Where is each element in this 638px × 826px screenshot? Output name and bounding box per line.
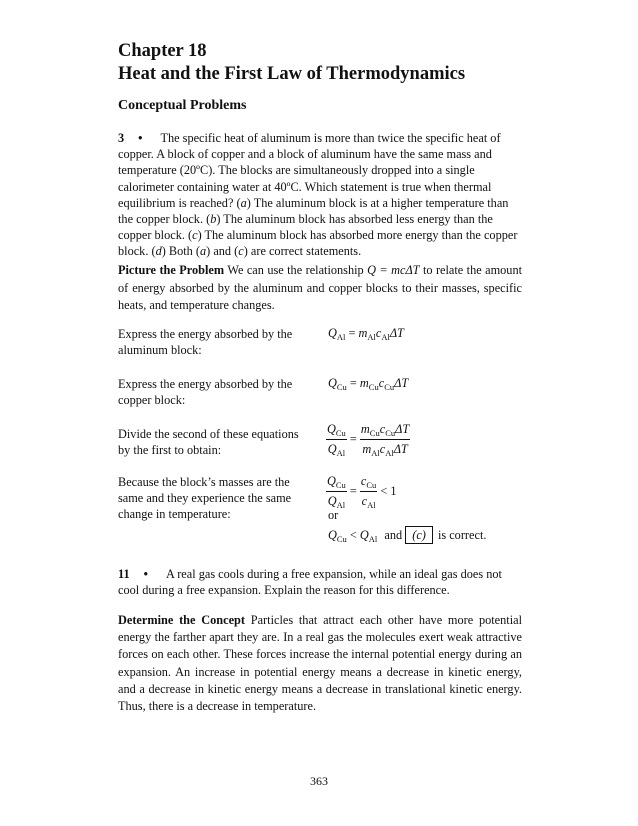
picture-text: to relate the amount of energy absorbed by the aluminum and copper blocks to their masses, specific heats, and temperature changes. [118,263,523,312]
concept-text: Particles that attract each other have more potential energy the farther apart they are. In a real gas the molecules exert weak attractive forces on each other. These forces increase the internal potential energy during an expansion. An increase in potential energy means a decrease in kinetic energy, and a decrease in kinetic energy means a decrease in translational kinetic energy. Thus, there is a decrease in temperature. [118,613,522,714]
and-text: and [384,528,403,542]
step-4-text: Because the block’s masses are the same and they experience the same change in temperature: [118,475,292,522]
step-2-text: Express the energy absorbed by the copper block: [118,377,293,408]
concept-label: Determine the Concept [118,613,245,627]
option-letter: d [155,244,162,259]
problem-text: A real gas cools during a free expansion, while an ideal gas does not cool during a free expansion. Explain the reason for this difference. [118,567,502,598]
option-letter: a [200,244,207,259]
problem-text: ) The aluminum block has absorbed less energy than the copper block. ( [118,212,493,243]
option-letter: c [238,244,244,259]
section-heading: Conceptual Problems [118,98,247,113]
problem-text: ) The aluminum block has absorbed more energy than the copper block. ( [118,228,518,259]
problem-text: ) are correct statements. [243,244,362,259]
chapter-number: Chapter 18 [118,41,207,61]
chapter-name: Heat and the First Law of Thermodynamics [118,64,466,84]
difficulty-bullet: • [143,567,148,581]
is-correct-text: is correct. [437,528,487,542]
problem-text: ) The aluminum block is at a higher temperature than the copper block. ( [118,195,509,227]
relationship-equation: Q = mcΔT [367,263,420,277]
equation-ratio-specific-heat: $\frac{Q_{Cu}}{Q_{Al}}$ = $\frac{c_{Cu}}{c_{Al}}$ < 1 [327,474,397,510]
equation-q-cu: $Q_{Cu} = m_{Cu}c_{Cu}\Delta T$ [328,376,409,392]
picture-the-problem [118,262,522,315]
step-1-text: Express the energy absorbed by the aluminum block: [118,327,293,358]
page-number: 363 [310,774,328,788]
conclusion-inequality: $Q_{Cu} < Q_{Al}$ and (c) is correct. [328,528,487,544]
picture-text: We can use the relationship [224,263,368,277]
step-3-text: Divide the second of these equations by the first to obtain: [118,427,299,458]
problem-text: The specific heat of aluminum is more than twice the specific heat of copper. A block of copper and a block of aluminum have the same mass and temperature (20ºC). The blocks are simultaneously dropped into a single calorimeter containing water at 40ºC. Which statement is true when thermal equilibrium is reached? ( [118,131,501,210]
problem-3 [118,130,522,260]
option-letter: b [210,212,217,227]
problem-number: 3 [118,131,125,145]
problem-number: 11 [118,567,130,581]
chapter-title [118,40,465,86]
picture-label: Picture the Problem [118,263,225,277]
problem-text: ) and ( [206,244,239,259]
equation-ratio: $\frac{Q_{Cu}}{Q_{Al}}$ = $\frac{m_{Cu}c_{Cu}\Delta T}{m_{Al}c_{Al}\Delta T}$ [327,422,410,458]
problem-11 [118,566,522,598]
answer-box: (c) [405,526,433,544]
option-letter: c [192,228,198,243]
difficulty-bullet: • [138,131,143,145]
option-letter: a [240,195,247,210]
equation-q-al: $Q_{Al} = m_{Al}c_{Al}\Delta T$ [328,326,404,342]
or-text: or [328,508,339,522]
problem-text: ) Both ( [161,244,200,259]
determine-the-concept [118,612,522,715]
